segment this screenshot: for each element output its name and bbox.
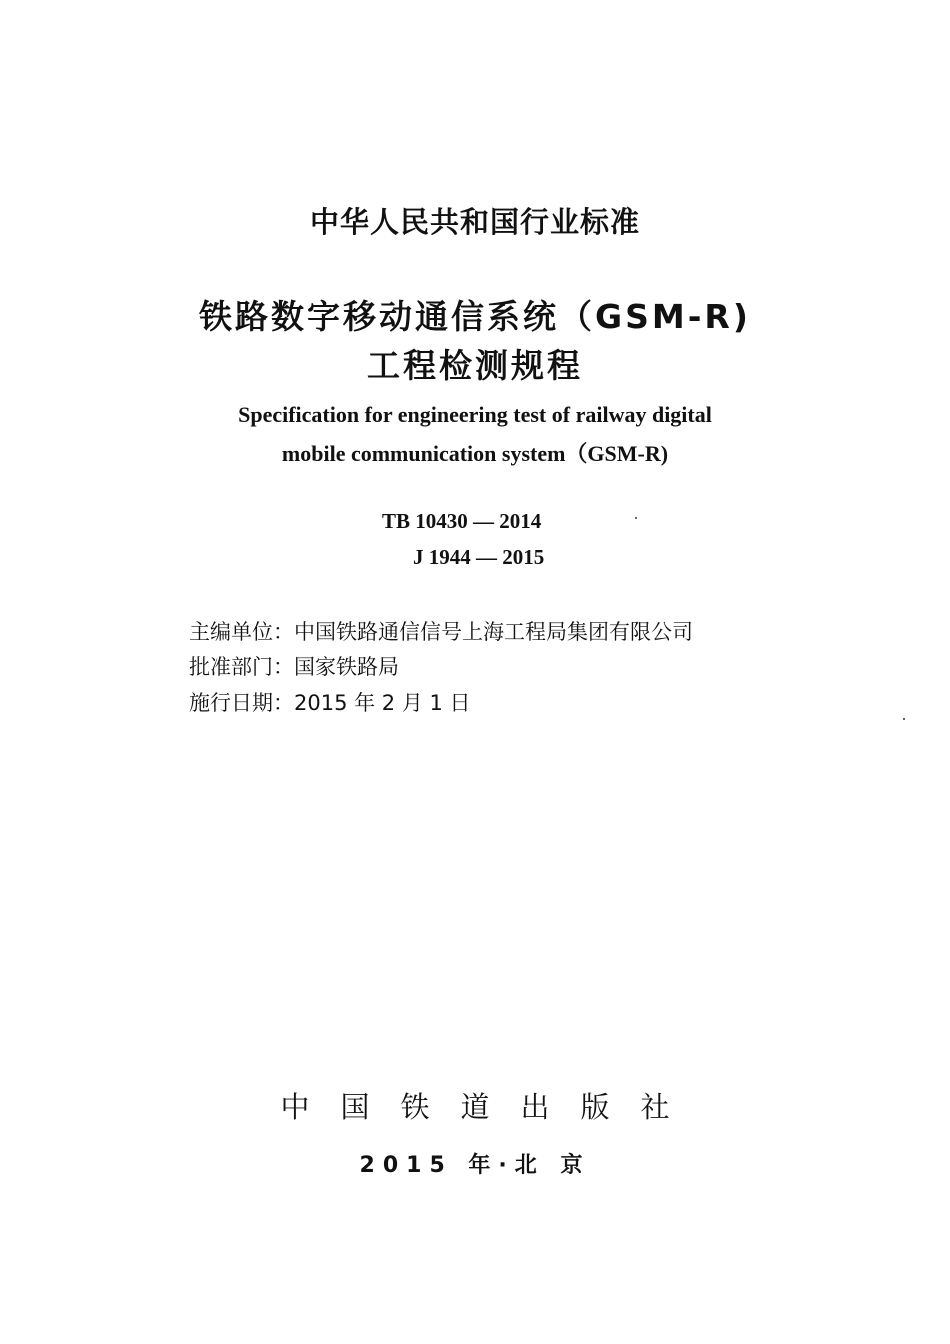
title-chinese-line-2: 工程检测规程 (367, 346, 583, 385)
standard-category-heading: 中华人民共和国行业标准 (309, 205, 640, 239)
chief-editor-unit: 主编单位：中国铁路通信信号上海工程局集团有限公司 (189, 620, 693, 644)
scan-speck (903, 718, 905, 720)
standard-code-tb: TB 10430 — 2014 (382, 509, 542, 533)
effective-date: 施行日期：2015 年 2 月 1 日 (189, 691, 471, 715)
publication-year-place: 2015 年·北 京 (359, 1153, 591, 1178)
title-chinese-line-1: 铁路数字移动通信系统（GSM-R) (199, 297, 751, 336)
approving-department: 批准部门：国家铁路局 (189, 655, 399, 679)
publisher-name: 中国铁道出版社 (280, 1090, 701, 1124)
title-english-line-2: mobile communication system（GSM-R) (281, 441, 669, 466)
standard-code-j: J 1944 — 2015 (413, 545, 545, 569)
scan-speck (635, 517, 637, 519)
title-english-line-1: Specification for engineering test of railway digital (238, 402, 712, 427)
